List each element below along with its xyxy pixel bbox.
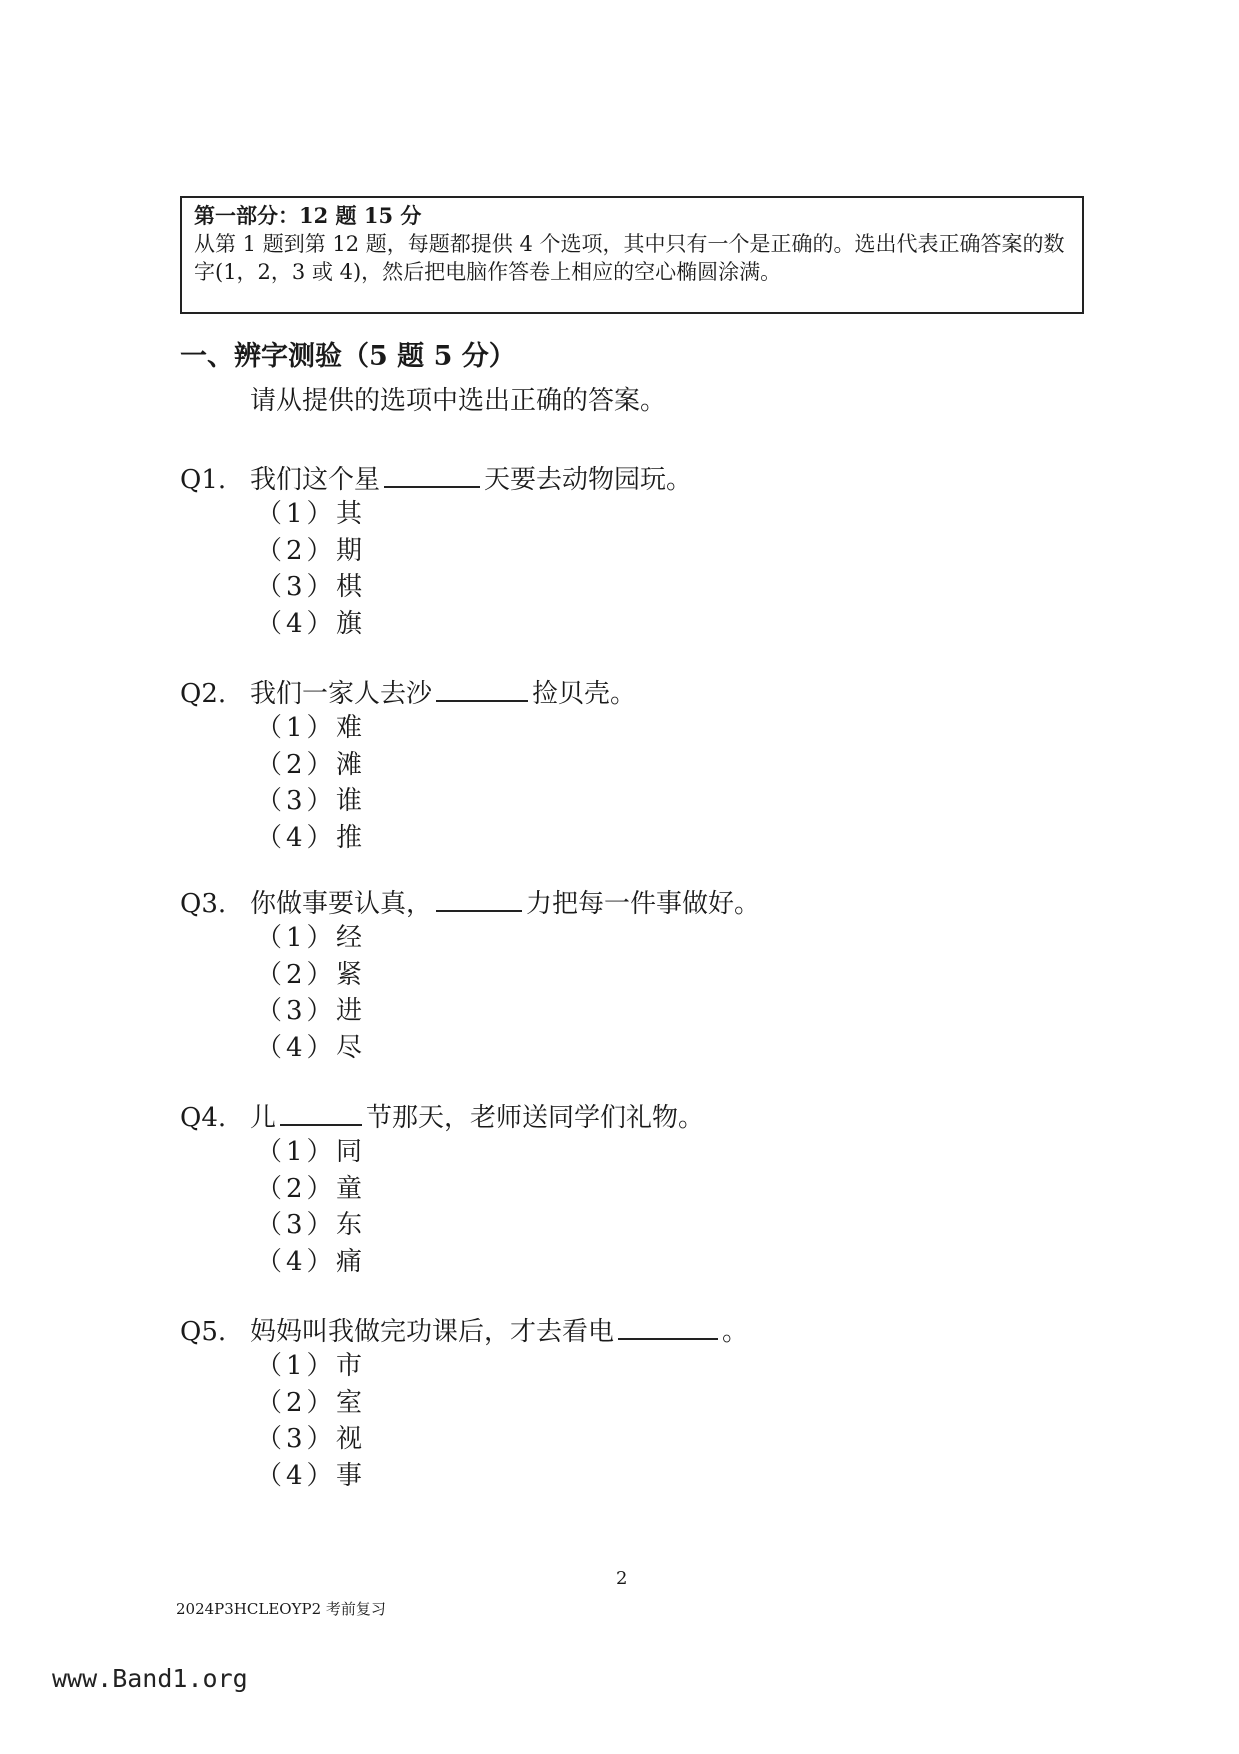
option [256, 1134, 704, 1171]
option-text: 同 [336, 1137, 363, 1167]
option-mark: （1） [256, 499, 337, 529]
option-mark: （2） [256, 1173, 337, 1204]
option-mark: （3） [256, 572, 337, 602]
option [256, 820, 636, 857]
option-mark: （4） [256, 1032, 337, 1063]
option-text: 视 [336, 1424, 363, 1454]
option [256, 710, 636, 747]
question-text-before: 妈妈叫我做完功课后，才去看电 [250, 1317, 615, 1347]
question-number: Q4. [180, 1103, 227, 1133]
option [256, 957, 760, 994]
option-text: 推 [336, 822, 363, 853]
footer-code: 2024P3HCLEOYP2 考前复习 [176, 1600, 386, 1618]
question-text-before: 我们这个星 [250, 465, 381, 495]
option-text: 尽 [336, 1032, 363, 1063]
question-2 [180, 670, 636, 856]
option-mark: （4） [256, 1246, 337, 1277]
section-subtitle: 请从提供的选项中选出正确的答案。 [250, 386, 667, 416]
answer-blank [280, 1094, 362, 1126]
option-text: 期 [336, 535, 363, 566]
page-number: 2 [616, 1568, 628, 1589]
option [256, 1458, 748, 1495]
option-text: 棋 [336, 572, 363, 602]
option-mark: （2） [256, 1387, 337, 1418]
question-4 [180, 1094, 704, 1280]
option [256, 1385, 748, 1422]
option-mark: （3） [256, 1210, 337, 1240]
option [256, 1421, 748, 1458]
answer-blank [436, 880, 522, 912]
answer-blank [436, 670, 528, 702]
option-text: 童 [336, 1173, 363, 1204]
option-text: 市 [336, 1351, 363, 1381]
option-text: 难 [336, 713, 363, 743]
options-list [256, 710, 636, 856]
option [256, 533, 692, 570]
option-mark: （3） [256, 1424, 337, 1454]
option [256, 1207, 704, 1244]
option-mark: （4） [256, 608, 337, 639]
option [256, 1244, 704, 1281]
question-3 [180, 880, 760, 1066]
option [256, 606, 692, 643]
options-list [256, 1348, 748, 1494]
option [256, 783, 636, 820]
option [256, 920, 760, 957]
option [256, 1348, 748, 1385]
option-text: 旗 [336, 608, 363, 639]
question-number: Q1. [180, 465, 227, 495]
option-mark: （3） [256, 996, 337, 1026]
question-text-after: 天要去动物园玩。 [484, 465, 693, 495]
option [256, 496, 692, 533]
option [256, 569, 692, 606]
option-text: 事 [336, 1460, 363, 1491]
option [256, 993, 760, 1030]
question-text-after: 捡贝壳。 [532, 679, 637, 709]
question-number: Q5. [180, 1317, 227, 1347]
options-list [256, 1134, 704, 1280]
option-text: 其 [336, 499, 363, 529]
instructions-title: 第一部分：12 题 15 分 [194, 203, 422, 228]
answer-blank [618, 1308, 718, 1340]
option-text: 经 [336, 923, 363, 953]
option [256, 1030, 760, 1067]
option-mark: （1） [256, 713, 337, 743]
options-list [256, 496, 692, 642]
option-text: 滩 [336, 749, 363, 780]
options-list [256, 920, 760, 1066]
question-1 [180, 456, 692, 642]
question-text-before: 儿 [250, 1103, 277, 1133]
option-text: 进 [336, 996, 363, 1026]
option-mark: （1） [256, 923, 337, 953]
question-text-before: 我们一家人去沙 [250, 679, 433, 709]
option-text: 痛 [336, 1246, 363, 1277]
option-mark: （2） [256, 535, 337, 566]
instructions-body: 从第 1 题到第 12 题，每题都提供 4 个选项，其中只有一个是正确的。选出代表正确答案的数字(1，2，3 或 4)，然后把电脑作答卷上相应的空心椭圆涂满。 [194, 232, 1065, 284]
question-text-before: 你做事要认真， [250, 889, 433, 919]
option [256, 747, 636, 784]
option-text: 谁 [336, 786, 363, 816]
option-text: 东 [336, 1210, 363, 1240]
question-5 [180, 1308, 748, 1494]
option-mark: （1） [256, 1137, 337, 1167]
option-text: 室 [336, 1387, 363, 1418]
option-mark: （2） [256, 749, 337, 780]
option-text: 紧 [336, 959, 363, 990]
option-mark: （4） [256, 1460, 337, 1491]
option-mark: （3） [256, 786, 337, 816]
watermark: www.Band1.org [52, 1664, 248, 1693]
question-number: Q2. [180, 679, 227, 709]
instructions-box [180, 196, 1084, 314]
answer-blank [384, 456, 480, 488]
option [256, 1171, 704, 1208]
option-mark: （4） [256, 822, 337, 853]
option-mark: （1） [256, 1351, 337, 1381]
question-text-after: 。 [722, 1317, 749, 1347]
section-title: 一、辨字测验（5 题 5 分） [180, 341, 516, 372]
question-number: Q3. [180, 889, 227, 919]
question-text-after: 节那天，老师送同学们礼物。 [366, 1103, 705, 1133]
question-text-after: 力把每一件事做好。 [526, 889, 761, 919]
option-mark: （2） [256, 959, 337, 990]
